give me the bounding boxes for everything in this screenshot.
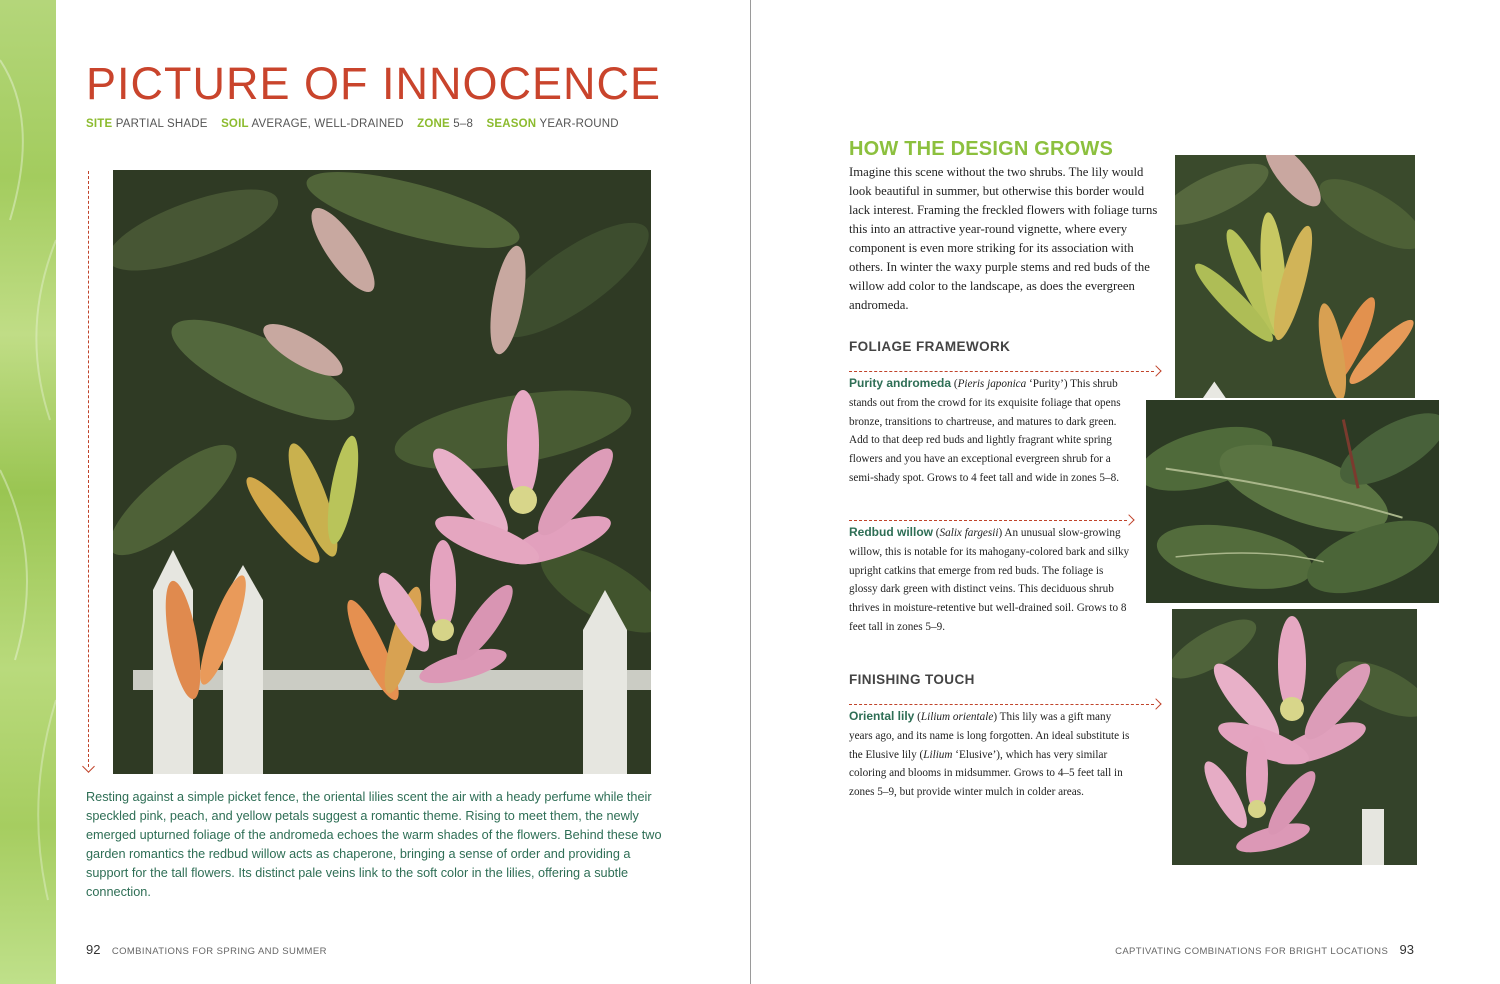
season-value: YEAR-ROUND [539, 118, 619, 130]
page-number-left: 92 [86, 942, 101, 957]
plant-name: Purity andromeda [849, 376, 952, 390]
site-value: PARTIAL SHADE [115, 118, 208, 130]
arrow-right-icon [1150, 365, 1161, 376]
running-head-right: CAPTIVATING COMBINATIONS FOR BRIGHT LOCATIONS [1115, 946, 1389, 957]
foliage-framework-heading: FOLIAGE FRAMEWORK [849, 339, 1011, 354]
site-info-line [86, 118, 629, 130]
zone-label: ZONE [417, 118, 450, 130]
plant-latin-name: Lilium orientale [920, 711, 994, 723]
page-number-right: 93 [1399, 942, 1414, 957]
plant-latin-name: Pieris japonica [957, 378, 1027, 390]
dashed-arrow-willow [849, 520, 1127, 521]
soil-label: SOIL [221, 118, 249, 130]
willow-photo [1144, 398, 1441, 605]
season-label: SEASON [486, 118, 537, 130]
lily-photo [1172, 609, 1417, 865]
plant-entry-andromeda: Purity andromeda (Pieris japonica ‘Purity’) This shrub stands out from the crowd for its exquisite foliage that opens bronze, transitions to chartreuse, and matures to dark green. Add to that deep red buds and lightly fragrant white spring flowers and you have an exceptional evergreen shrub for a semi-shady spot. Grows to 4 feet tall and wide in zones 5–8. [849, 376, 1121, 484]
plant-latin-name: Salix fargesii [939, 527, 999, 539]
main-garden-photo [113, 170, 651, 774]
arrow-right-icon [1150, 698, 1161, 709]
plant-entry-lily: Oriental lily (Lilium orientale) This lily was a gift many years ago, and its name is long forgotten. An ideal substitute is the Elusive lily (Lilium ‘Elusive’), which has very similar coloring and blooms in midsummer. Grows to 4–5 feet tall in zones 5–9, but provide winter mulch in colder areas. [849, 709, 1130, 799]
page-title: PICTURE OF INNOCENCE [86, 58, 662, 109]
photo-caption: Resting against a simple picket fence, the oriental lilies scent the air with a heady perfume while their speckled pink, peach, and yellow petals suggest a romantic theme. Rising to meet them, the newly emerged upturned foliage of the andromeda echoes the warm shades of the flowers. Behind these two garden romantics the redbud willow acts as chaperone, bringing a sense of order and providing a support for the tall flowers. Its distinct pale veins link to the soft color in the lilies, offering a subtle connection. [86, 790, 662, 899]
zone-value: 5–8 [453, 118, 474, 130]
plant-entry-willow: Redbud willow (Salix fargesii) An unusual slow-growing willow, this is notable for its mahogany-colored bark and silky upright catkins that emerge from red buds. The foliage is glossy dark green with distinct veins. This deciduous shrub thrives in moisture-retentive but well-drained soil. Grows to 8 feet tall in zones 5–9. [849, 525, 1130, 633]
site-label: SITE [86, 118, 113, 130]
soil-value: AVERAGE, WELL-DRAINED [251, 118, 404, 130]
finishing-touch-heading: FINISHING TOUCH [849, 672, 975, 687]
right-page [751, 0, 1500, 984]
leaf-border-image [0, 0, 56, 984]
running-head-left: COMBINATIONS FOR SPRING AND SUMMER [111, 946, 327, 957]
vertical-dashed-arrow [88, 171, 89, 767]
intro-paragraph: Imagine this scene without the two shrubs. The lily would look beautiful in summer, but otherwise this border would lack interest. Framing the freckled flowers with foliage turns this into an attractive year-round vignette, where every component is even more striking for its association with others. In winter the waxy purple stems and red buds of the willow add color to the landscape, as does the evergreen andromeda. [849, 165, 1158, 312]
dashed-arrow-lily [849, 704, 1154, 705]
leaf-texture-icon [0, 0, 56, 984]
plant-name: Redbud willow [849, 525, 933, 539]
dashed-arrow-andromeda [849, 371, 1154, 372]
right-folio [1115, 942, 1414, 957]
arrow-down-icon [82, 760, 95, 773]
andromeda-photo [1173, 153, 1417, 412]
plant-name: Oriental lily [849, 709, 915, 723]
design-heading: HOW THE DESIGN GROWS [849, 138, 1113, 160]
left-folio [86, 942, 327, 957]
